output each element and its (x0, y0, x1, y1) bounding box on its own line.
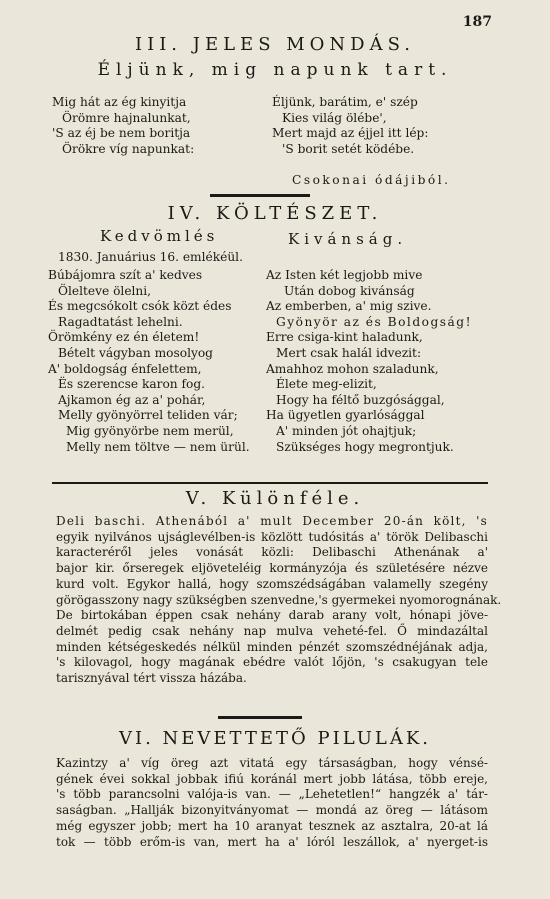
section-divider (210, 194, 310, 197)
prose-line: bajor kir. őrseregek eljöveteléig kormányzója és születésére nézve (56, 561, 488, 576)
verse-line: Melly gyönyörrel teliden vár; (58, 408, 238, 423)
verse-line: Kies világ ölébe', (282, 110, 387, 125)
section-3-subtitle: Éljünk, mig napunk tart. (97, 60, 453, 80)
prose-line: még egyszer jobb; mert ha 10 aranyat tesznek az asztalra, 20-at lá (56, 818, 488, 833)
verse-line: Szükséges hogy megrontjuk. (276, 439, 454, 454)
prose-line: 's több parancsolni valója-is van. — „Lehetetlen!“ hangzék a' tár- (56, 787, 488, 802)
section-3-right-stanza (272, 95, 428, 157)
verse-line: Ha ügyetlen gyarlósággal (266, 408, 425, 423)
verse-line: Melly nem töltve — nem ürül. (66, 439, 250, 454)
verse-line: Hogy ha féltő buzgósággal, (276, 392, 445, 407)
verse-line: 'S borit setét ködébe. (282, 141, 415, 156)
prose-line: Kazintzy a' víg öreg azt vitatá egy társaságban, hogy vénsé- (56, 756, 488, 770)
section-divider (52, 482, 488, 484)
verse-line: A' minden jót ohajtjuk; (276, 423, 417, 438)
verse-line: 'S az éj be nem boritja (52, 126, 191, 141)
verse-line: Örömkény ez én életem! (48, 330, 200, 345)
verse-line: Örökre víg napunkat: (62, 141, 195, 156)
verse-line: Ajkamon ég az a' pohár, (58, 392, 206, 407)
poem-2-title: Kivánság. (288, 230, 408, 248)
prose-line: 's kilovagol, hogy magának ebédre valót lőjön, 's csakugyan tele (56, 655, 488, 670)
section-3-title: III. JELES MONDÁS. (134, 34, 416, 55)
verse-line: Ës szerencse karon fog. (58, 377, 206, 392)
verse-line: Gyönyör az és Boldogság! (276, 314, 472, 329)
prose-line: minden kétségeskedés nélkül minden pénzét szomszédnéjának adja, (56, 639, 488, 654)
poem-1-date: 1830. Januárius 16. emlékéül. (58, 250, 243, 264)
prose-line: karacteréről jeles vonását közli: Delibaschi Athenának a' (56, 545, 488, 560)
verse-line: Búbájomra szít a' kedves (48, 268, 203, 282)
verse-line: Mert majd az éjjel itt lép: (272, 126, 429, 141)
section-3-attribution: Csokonai ódájiból. (292, 173, 451, 187)
prose-line: tarisznyával tért vissza házába. (56, 671, 247, 686)
prose-line: gének évei sokkal jobbak ifiú koránál mert jobb látása, több ereje, (56, 771, 488, 786)
prose-line: egyik nyilvános ujságlevélben-is közlött tudósitás a' török Delibaschi (56, 529, 488, 544)
prose-line: delmét pedig csak nehány nap mulva veheté-fel. Ő mindazáltal (56, 623, 488, 638)
verse-line: Után dobog kivánság (284, 283, 415, 298)
section-3-left-stanza (52, 95, 194, 157)
verse-line: Élete meg-elizit, (276, 377, 377, 392)
poem-1-verse (48, 268, 250, 455)
page-number: 187 (462, 14, 492, 30)
verse-line: Örömre hajnalunkat, (62, 110, 191, 125)
verse-line: Erre csiga-kint haladunk, (266, 330, 423, 345)
section-6-title: VI. NEVETTETŐ PILULÁK. (118, 728, 432, 749)
prose-line: saságban. „Hallják bizonyitványomat — mondá az öreg — látásom (56, 803, 488, 818)
verse-line: Ragadtatást lehelni. (58, 314, 183, 329)
prose-line: Deli baschi. Athenából a' mult December 20-án költ, 's (56, 514, 488, 528)
verse-line: Az Isten két legjobb mive (266, 268, 423, 282)
prose-line: görögasszony nagy szükségben szenvedne,'s gyermekei nyomorognának. (56, 592, 502, 607)
section-6-text (56, 756, 488, 850)
verse-line: Mig hát az ég kinyitja (52, 95, 187, 109)
section-divider (218, 716, 302, 719)
poem-2-verse (266, 268, 472, 455)
prose-line: De birtokában éppen csak nehány darab arany volt, hónapi jöve- (56, 608, 488, 623)
prose-line: tok — több erőm-is van, mert ha a' lóról leszállok, a' nyerget-is (56, 834, 488, 849)
section-5-text (56, 514, 502, 687)
verse-line: Mig gyönyörbe nem merül, (66, 423, 234, 438)
verse-line: És megcsókolt csók közt édes (48, 299, 232, 314)
poem-1-title: Kedvömlés (100, 227, 219, 245)
verse-line: Amahhoz mohon szaladunk, (266, 361, 439, 376)
verse-line: Bételt vágyban mosolyog (58, 345, 213, 360)
verse-line: A' boldogság énfelettem, (48, 361, 202, 376)
verse-line: Az emberben, a' mig szive. (266, 299, 432, 314)
prose-line: kurd volt. Egykor hallá, hogy szomszédságában valamelly szegény (56, 576, 488, 591)
verse-line: Mert csak halál idvezit: (276, 345, 422, 360)
section-5-title: V. Különféle. (185, 488, 365, 509)
verse-line: Éljünk, barátim, e' szép (272, 95, 418, 109)
section-4-title: IV. KÖLTÉSZET. (167, 203, 383, 224)
verse-line: Ölelteve ölelni, (58, 283, 152, 298)
